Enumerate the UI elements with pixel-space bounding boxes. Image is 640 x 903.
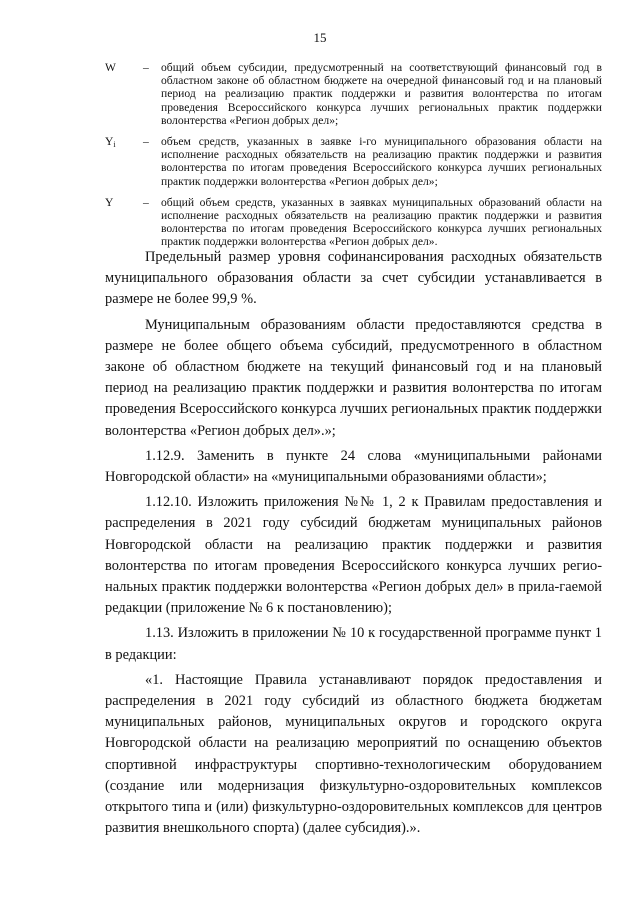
definition-symbol: $Y_i$ (105, 135, 116, 150)
paragraph-funds: Муниципальным образованиям области предоставляются средства в размере не более общего объема субсидий, предусмотренного в областном законе об областном бюджете на текущий финансовый год и на плановый период на реализацию практик поддержки и развития волонтерства по итогам проведения Всероссийского конкурса лучших региональных практик поддержки волонтерства «Регион добрых дел».»; (105, 316, 602, 439)
page-number: 15 (313, 30, 327, 45)
definition-text: общий объем средств, указанных в заявках муниципальных образований области на исполнение расходных обязательств на реализацию практик поддержки и развития волонтерства по итогам проведения Всероссийского конкурса лучших региональных практик поддержки волонтерства «Регион добрых дел». (161, 195, 602, 249)
definitions-list (105, 61, 602, 257)
definition-text: общий объем субсидии, предусмотренный на соответствующий финансовый год в областном законе об областном бюджете на очередной финансовый год и на плановый период на реализацию практик поддержки и развития волонтерства по итогам проведения Всероссийского конкурса лучших региональных практик поддержки волонтерства «Регион добрых дел»; (161, 61, 602, 127)
paragraph-cofinancing: Предельный размер уровня софинансирования расходных обязательств муниципального образования области за счет субсидии устанавливается в размере не более 99,9 %. (105, 249, 602, 308)
definition-symbol: W (105, 61, 116, 74)
definition-item (105, 135, 602, 188)
definition-text: объем средств, указанных в заявке i-го муниципального образования области на исполнение расходных обязательств на реализацию практик поддержки и развития волонтерства по итогам проведения Всероссийского конкурса лучших региональных практик поддержки волонтерства «Регион добрых дел»; (161, 135, 602, 188)
definition-item (105, 61, 602, 127)
definition-item (105, 196, 602, 249)
document-body (105, 247, 602, 843)
paragraph-1-12-9: 1.12.9. Заменить в пункте 24 слова «муниципальными районами Новгородской области» на «муниципальными образованиями области»; (105, 447, 602, 486)
definition-dash: – (143, 61, 149, 74)
paragraph-1-13: 1.13. Изложить в приложении № 10 к государственной программе пункт 1 в редакции: (105, 625, 602, 663)
paragraph-rules-quote: «1. Настоящие Правила устанавливают порядок предоставления и распределения в 2021 году субсидий из областного бюджета бюджетам муниципальных районов, муниципальных округов и городского округа Новгородской области на реализацию мероприятий по оснащению объектов спортивной инфраструктуры спортивно-технологическим оборудованием (создание или модернизация физкультурно-оздоровительных комплексов открытого типа и (или) физкультурно-оздоровительных комплексов для центров развития внешкольного спорта) (далее субсидия).». (105, 671, 602, 837)
paragraph-1-12-10: 1.12.10. Изложить приложения №№ 1, 2 к Правилам предоставления и распределения в 2021 году субсидий бюджетам муниципальных районов Новгородской области на реализацию практик поддержки и развития волонтерства по итогам проведения Всероссийского конкурса лучших регио-нальных практик поддержки волонтерства «Регион добрых дел» в прила-гаемой редакции (приложение № 6 к постановлению); (105, 494, 602, 617)
definition-dash: – (143, 195, 149, 209)
definition-dash: – (143, 135, 149, 149)
definition-symbol: Y (105, 195, 114, 209)
